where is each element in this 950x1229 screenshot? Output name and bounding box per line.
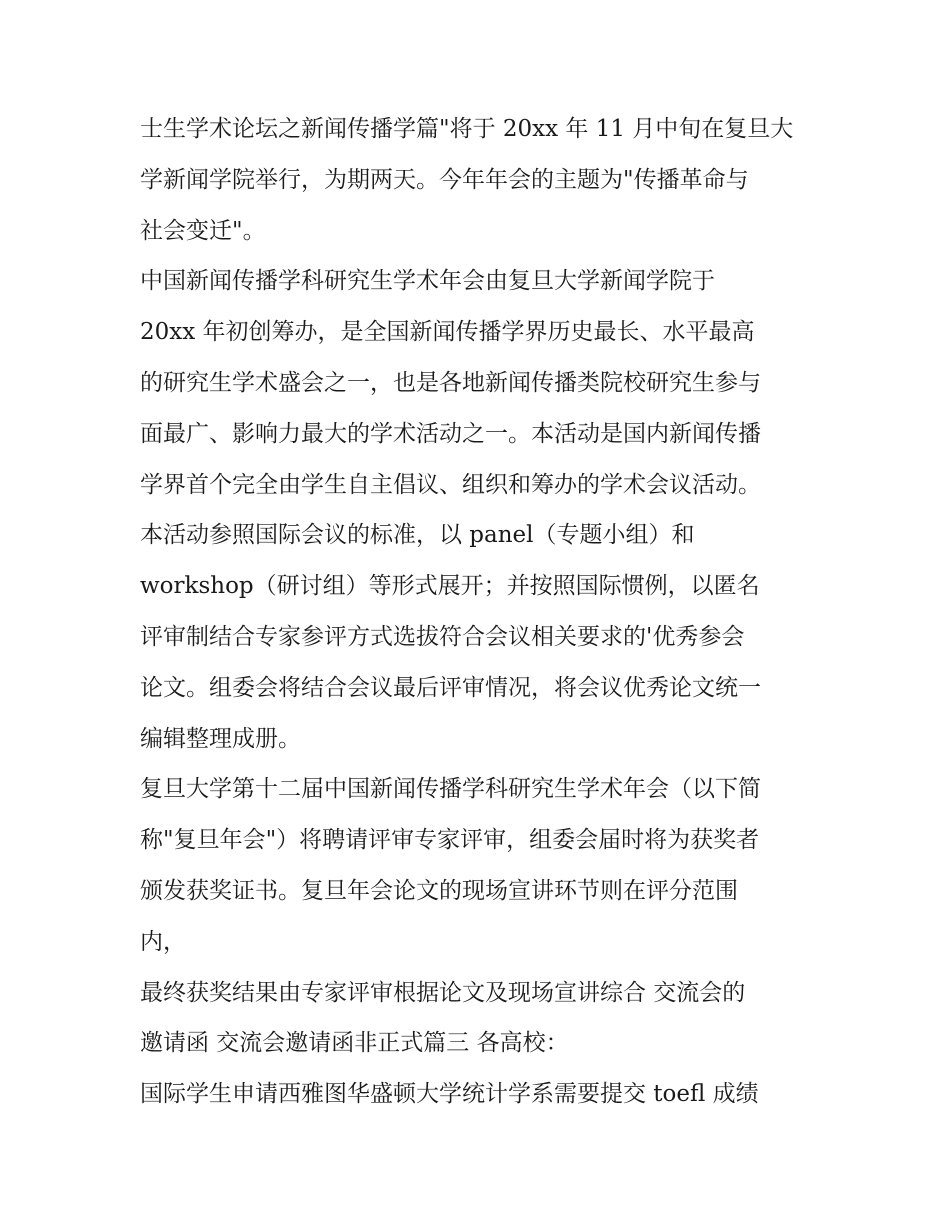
text-line: 中国新闻传播学科研究生学术年会由复旦大学新闻学院于 (140, 268, 715, 295)
text-line: 学新闻学院举行，为期两天。今年年会的主题为"传播革命与 (140, 166, 749, 193)
text-line: workshop（研讨组）等形式展开；并按照国际惯例，以匿名 (140, 573, 760, 600)
text-line: 士生学术论坛之新闻传播学篇"将于 20xx 年 11 月中旬在复旦大 (140, 116, 794, 142)
text-line: 社会变迁"。 (140, 217, 266, 244)
text-line: 面最广、影响力最大的学术活动之一。本活动是国内新闻传播 (140, 420, 761, 447)
text-line: 编辑整理成册。 (140, 725, 301, 752)
text-line: 最终获奖结果由专家评审根据论文及现场宣讲综合 交流会的 (140, 979, 746, 1006)
text-line: 称"复旦年会"）将聘请评审专家评审，组委会届时将为获奖者 (140, 827, 760, 854)
text-line: 颁发获奖证书。复旦年会论文的现场宣讲环节则在评分范围 (140, 877, 738, 904)
text-line: 本活动参照国际会议的标准，以 panel（专题小组）和 (140, 522, 695, 549)
text-line: 学界首个完全由学生自主倡议、组织和筹办的学术会议活动。 (140, 471, 761, 498)
text-line: 邀请函 交流会邀请函非正式篇三 各高校： (140, 1030, 569, 1057)
document-body (140, 104, 820, 1120)
text-line: 20xx 年初创筹办，是全国新闻传播学界历史最长、水平最高 (140, 319, 755, 346)
text-line: 复旦大学第十二届中国新闻传播学科研究生学术年会（以下简 (140, 776, 761, 803)
text-line: 国际学生申请西雅图华盛顿大学统计学系需要提交 toefl 成绩 (140, 1081, 759, 1108)
text-line: 内， (140, 928, 186, 955)
text-line: 的研究生学术盛会之一，也是各地新闻传播类院校研究生参与 (140, 369, 761, 396)
text-line: 论文。组委会将结合会议最后评审情况，将会议优秀论文统一 (140, 674, 761, 701)
text-line: 评审制结合专家参评方式选拔符合会议相关要求的'优秀参会 (140, 623, 745, 650)
